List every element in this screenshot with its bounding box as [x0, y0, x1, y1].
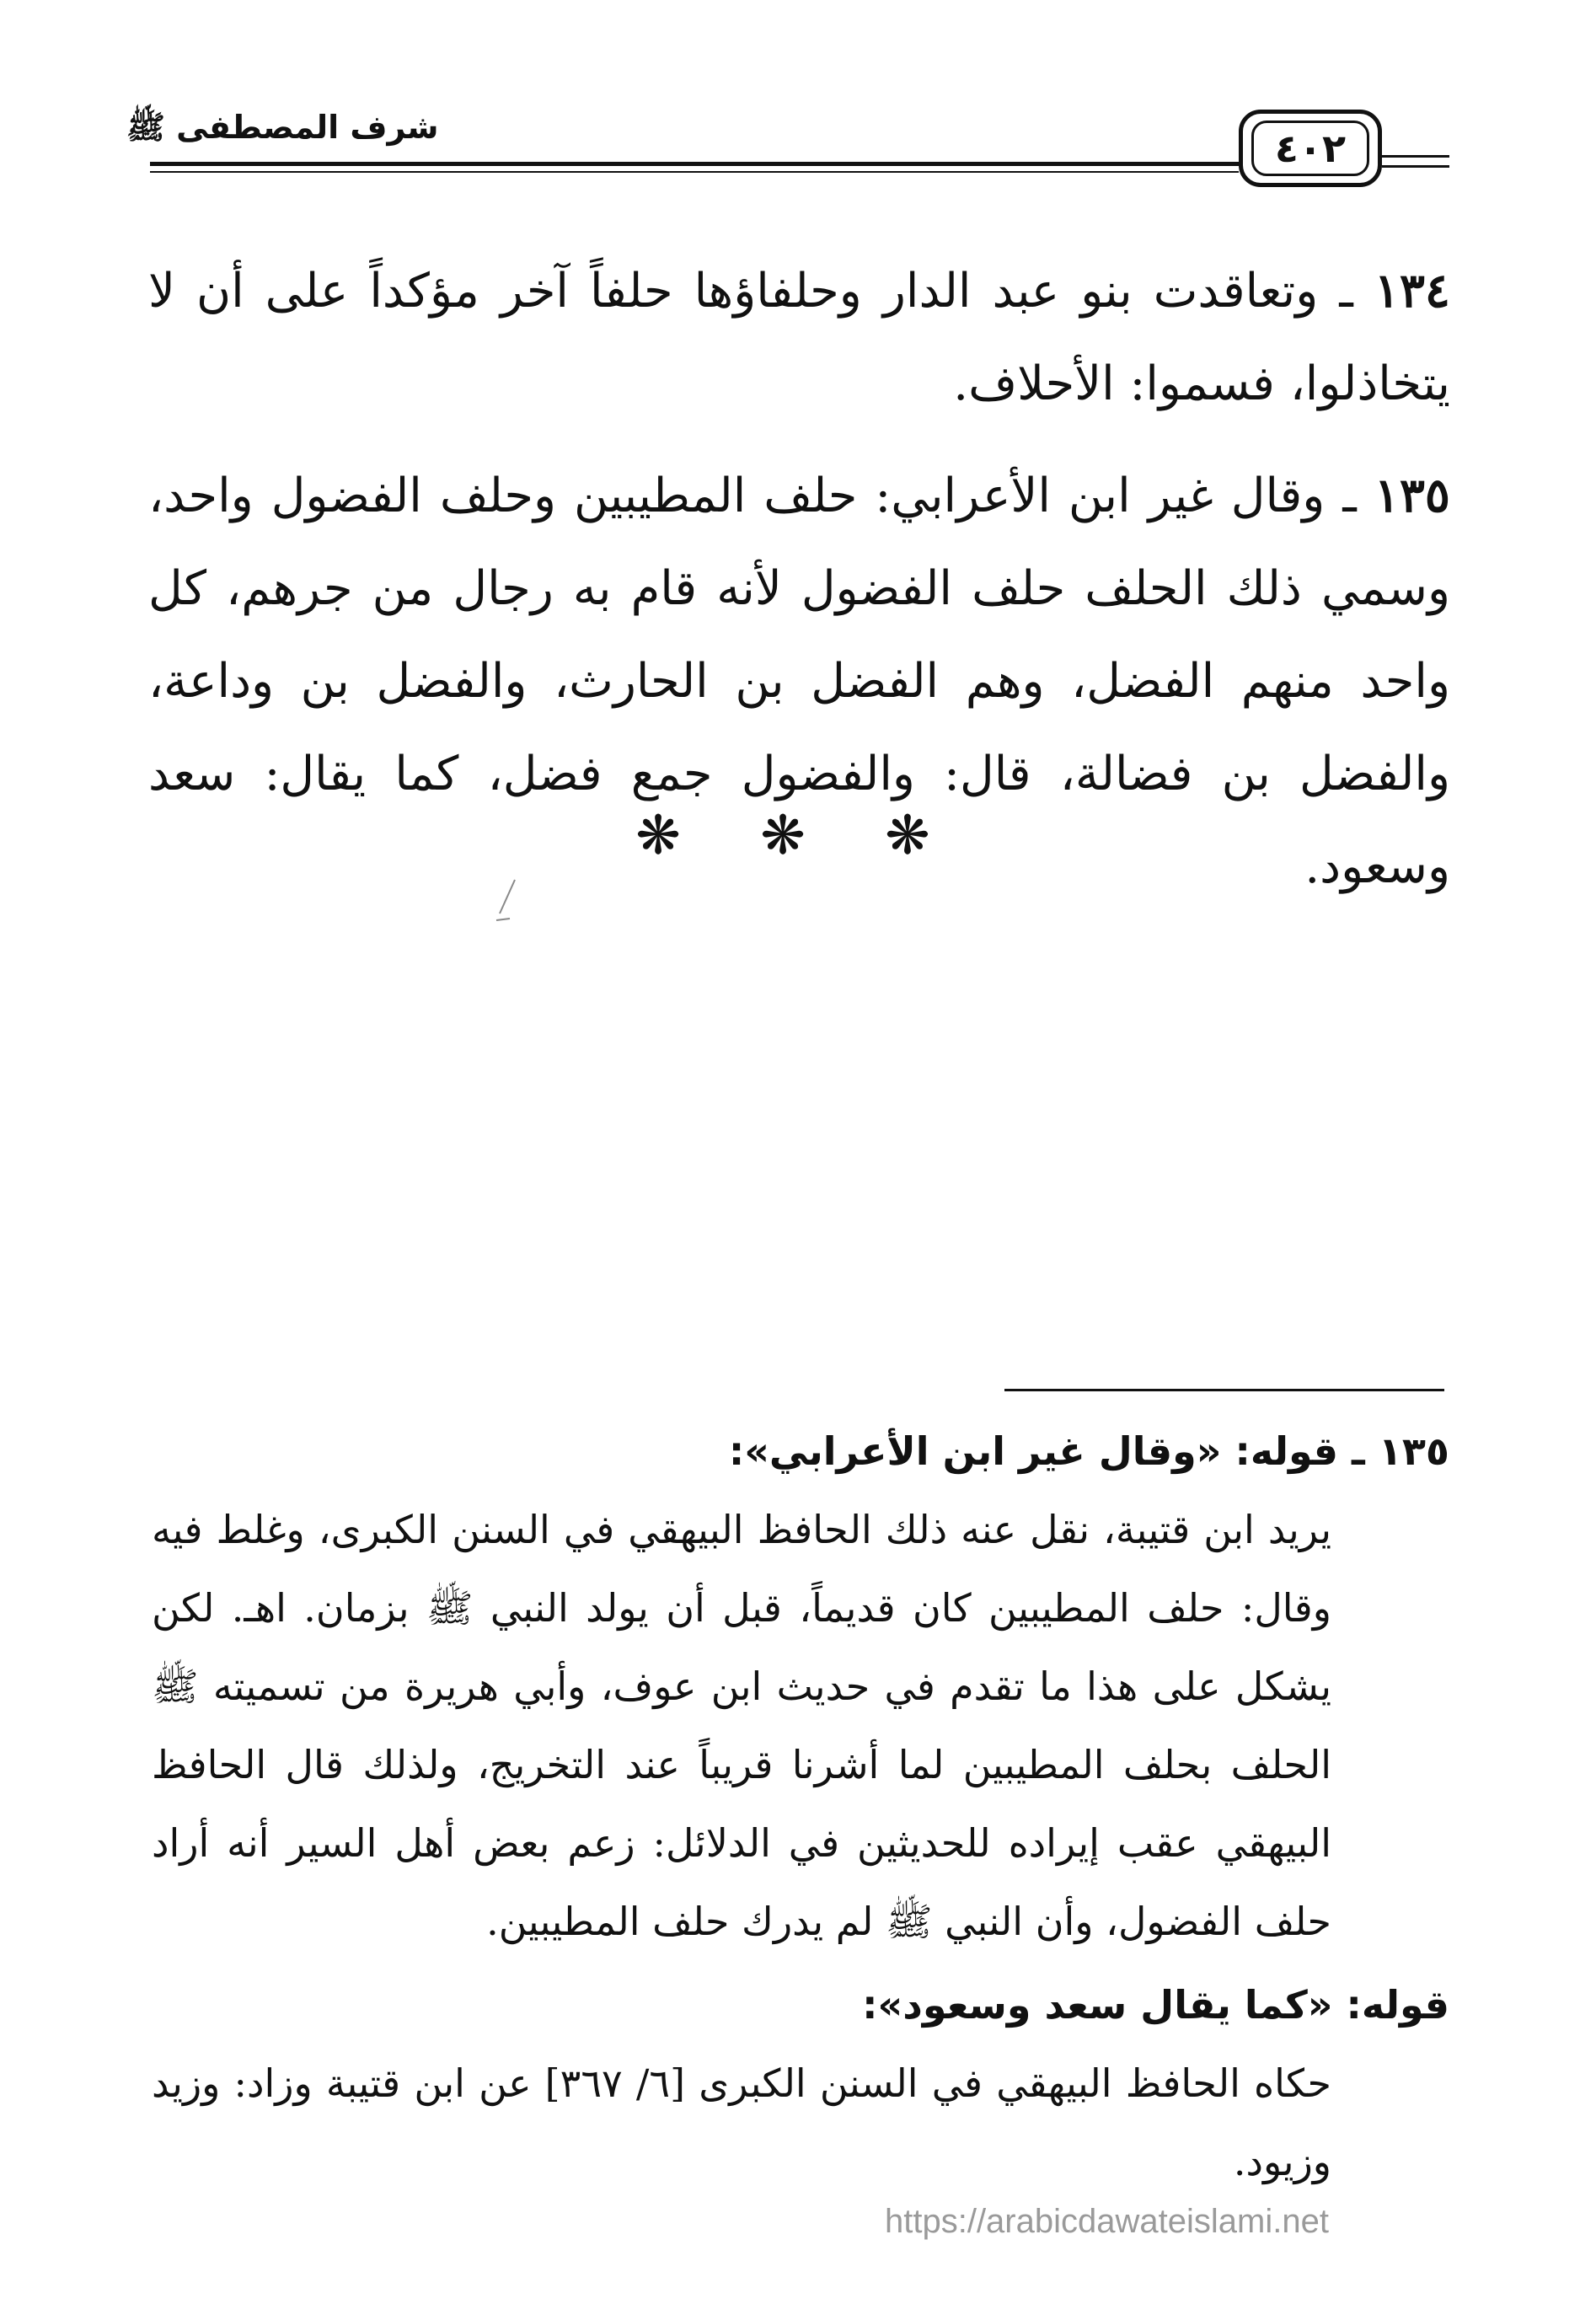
running-header-title: شرف المصطفى ﷺ	[126, 109, 439, 146]
section-separator: ❋ ❋ ❋	[635, 805, 961, 867]
footnote-heading: ١٣٥ ـ قوله: «وقال غير ابن الأعرابي»:	[728, 1428, 1449, 1474]
header-rule-thin	[150, 171, 1239, 173]
footnote-heading: قوله: «كما يقال سعد وسعود»:	[862, 1982, 1449, 2028]
header-rule-right	[1382, 155, 1449, 158]
footnotes	[152, 1412, 1449, 2201]
paragraph-number: ١٣٤	[1374, 263, 1450, 319]
paragraph-number: ١٣٥	[1374, 468, 1450, 523]
paragraph-text: ـ وقال غير ابن الأعرابي: حلف المطيبين وحلف الفضول واحد، وسمي ذلك الحلف حلف الفضول لأنه قام به رجال من جرهم، كل واحد منهم الفضل، وهم الفضل بن الحارث، والفضل بن وداعة، والفضل بن فضالة، قال: والفضول جمع فضل، كما يقال: سعد وسعود.	[148, 469, 1450, 894]
page-number-frame	[1239, 110, 1382, 187]
pen-mark	[493, 876, 518, 927]
footnote-rule	[1004, 1389, 1444, 1391]
paragraph-134	[148, 244, 1450, 431]
watermark-url: https://arabicdawateislami.net	[885, 2203, 1329, 2240]
page-number: ٤٠٢	[1251, 121, 1369, 176]
paragraph-text: ـ وتعاقدت بنو عبد الدار وحلفاؤها حلفاً آخر مؤكداً على أن لا يتخاذلوا، فسموا: الأحلاف.	[148, 264, 1450, 411]
footnote-body: حكاه الحافظ البيهقي في السنن الكبرى [٦/ ٣٦٧] عن ابن قتيبة وزاد: وزيد وزيود.	[152, 2060, 1331, 2184]
footnote-body: يريد ابن قتيبة، نقل عنه ذلك الحافظ البيهقي في السنن الكبرى، وغلط فيه وقال: حلف المطيبين كان قديماً، قبل أن يولد النبي ﷺ بزمان. اهـ. لكن يشكل على هذا ما تقدم في حديث ابن عوف، وأبي هريرة من تسميته ﷺ الحلف بحلف المطيبين لما أشرنا قريباً عند التخريج، ولذلك قال الحافظ البيهقي عقب إيراده للحديثين في الدلائل: زعم بعض أهل السير أنه أراد حلف الفضول، وأن النبي ﷺ لم يدرك حلف المطيبين.	[152, 1507, 1331, 1944]
header-rule-right-lower	[1382, 165, 1449, 168]
header-rule	[150, 162, 1239, 166]
